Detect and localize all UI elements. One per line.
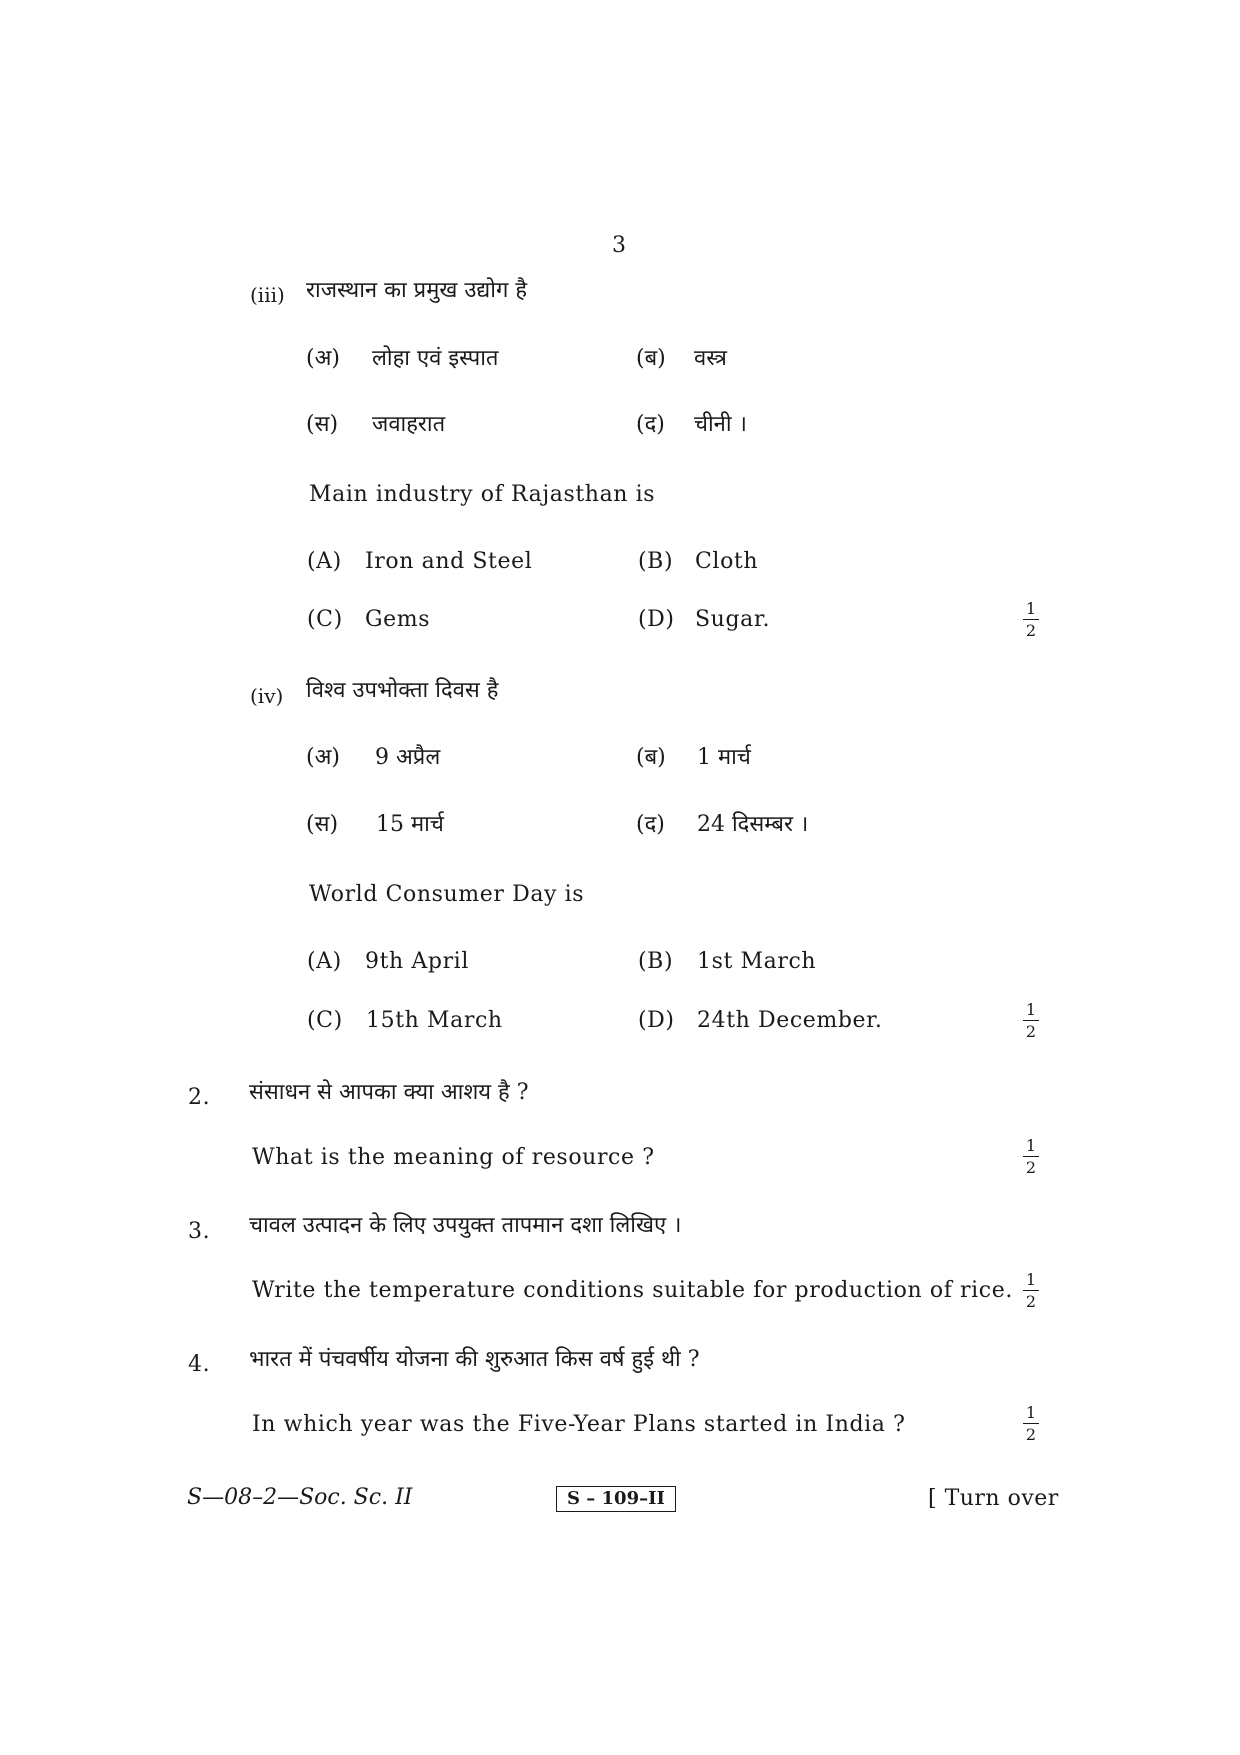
question-hindi: विश्व उपभोक्ता दिवस है bbox=[306, 678, 499, 703]
option-tag: (ब) bbox=[636, 745, 666, 770]
option-tag: (स) bbox=[306, 812, 339, 837]
option-text: 15 मार्च bbox=[376, 812, 444, 837]
option-text: 9th April bbox=[365, 949, 469, 974]
option-tag: (अ) bbox=[306, 346, 340, 371]
question-english: Write the temperature conditions suitable for production of rice. bbox=[252, 1278, 1013, 1303]
option-text: Cloth bbox=[695, 549, 759, 574]
question-english: Main industry of Rajasthan is bbox=[309, 482, 656, 507]
question-label: (iv) bbox=[250, 684, 284, 708]
question-english: In which year was the Five-Year Plans started in India ? bbox=[252, 1412, 906, 1437]
marks-fraction bbox=[1022, 601, 1040, 639]
option-text: Sugar. bbox=[695, 607, 771, 632]
option-text: Iron and Steel bbox=[365, 549, 533, 574]
marks-fraction bbox=[1022, 1002, 1040, 1040]
option-text: 24th December. bbox=[697, 1008, 883, 1033]
marks-denominator: 2 bbox=[1025, 621, 1037, 640]
option-tag: (C) bbox=[307, 1008, 343, 1033]
option-tag: (द) bbox=[636, 412, 665, 437]
marks-denominator: 2 bbox=[1025, 1425, 1037, 1444]
option-text: 24 दिसम्बर । bbox=[697, 812, 809, 837]
option-text: Gems bbox=[365, 607, 431, 632]
question-number: 3. bbox=[188, 1219, 211, 1244]
marks-fraction bbox=[1022, 1405, 1040, 1443]
question-hindi: भारत में पंचवर्षीय योजना की शुरुआत किस वर्ष हुई थी ? bbox=[249, 1347, 700, 1372]
footer-paper-code: S – 109–II bbox=[556, 1486, 676, 1512]
question-number: 4. bbox=[188, 1352, 211, 1377]
question-hindi: राजस्थान का प्रमुख उद्योग है bbox=[306, 278, 528, 303]
option-tag: (D) bbox=[638, 607, 675, 632]
option-text: 15th March bbox=[366, 1008, 503, 1033]
fraction-bar bbox=[1023, 1290, 1039, 1291]
marks-numerator: 1 bbox=[1025, 1000, 1037, 1019]
marks-fraction bbox=[1022, 1272, 1040, 1310]
option-tag: (ब) bbox=[636, 346, 666, 371]
marks-fraction bbox=[1022, 1138, 1040, 1176]
option-text: चीनी । bbox=[694, 412, 747, 437]
option-text: वस्त्र bbox=[694, 346, 727, 371]
question-number: 2. bbox=[188, 1085, 211, 1110]
option-tag: (अ) bbox=[306, 745, 340, 770]
option-text: जवाहरात bbox=[372, 412, 446, 437]
page-number: 3 bbox=[612, 233, 626, 258]
option-tag: (स) bbox=[306, 412, 339, 437]
option-text: 9 अप्रैल bbox=[375, 745, 441, 770]
marks-numerator: 1 bbox=[1025, 1403, 1037, 1422]
option-tag: (A) bbox=[307, 949, 342, 974]
option-text: लोहा एवं इस्पात bbox=[372, 346, 499, 371]
marks-numerator: 1 bbox=[1025, 599, 1037, 618]
option-tag: (C) bbox=[307, 607, 343, 632]
fraction-bar bbox=[1023, 619, 1039, 620]
marks-denominator: 2 bbox=[1025, 1022, 1037, 1041]
question-label: (iii) bbox=[250, 283, 285, 307]
footer-course-code: S—08–2—Soc. Sc. II bbox=[187, 1485, 413, 1510]
marks-denominator: 2 bbox=[1025, 1292, 1037, 1311]
marks-numerator: 1 bbox=[1025, 1136, 1037, 1155]
fraction-bar bbox=[1023, 1156, 1039, 1157]
question-hindi: चावल उत्पादन के लिए उपयुक्त तापमान दशा लिखिए । bbox=[249, 1213, 682, 1238]
fraction-bar bbox=[1023, 1423, 1039, 1424]
question-english: What is the meaning of resource ? bbox=[252, 1145, 655, 1170]
footer-turn-over: [ Turn over bbox=[928, 1486, 1059, 1511]
option-tag: (द) bbox=[636, 812, 665, 837]
question-english: World Consumer Day is bbox=[309, 882, 585, 907]
option-text: 1 मार्च bbox=[697, 745, 751, 770]
fraction-bar bbox=[1023, 1020, 1039, 1021]
option-tag: (B) bbox=[638, 549, 674, 574]
option-tag: (D) bbox=[638, 1008, 675, 1033]
option-text: 1st March bbox=[697, 949, 817, 974]
marks-numerator: 1 bbox=[1025, 1270, 1037, 1289]
marks-denominator: 2 bbox=[1025, 1158, 1037, 1177]
option-tag: (B) bbox=[638, 949, 674, 974]
option-tag: (A) bbox=[307, 549, 342, 574]
question-hindi: संसाधन से आपका क्या आशय है ? bbox=[249, 1080, 529, 1105]
